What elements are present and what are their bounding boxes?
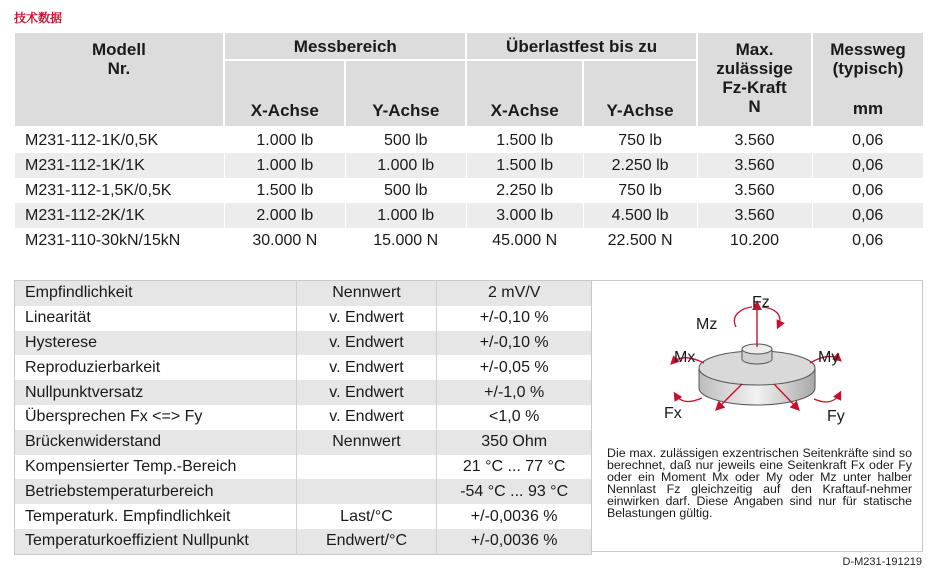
cell-ueber-x: 1.500 lb: [466, 153, 583, 178]
cell-model: M231-112-1K/0,5K: [15, 127, 225, 153]
cell-model: M231-112-1,5K/0,5K: [15, 178, 225, 203]
spec-table: [14, 33, 923, 253]
list-item: [15, 380, 592, 405]
cell-model: M231-110-30kN/15kN: [15, 228, 225, 253]
section-title: 技术数据: [14, 11, 63, 25]
list-item: [15, 331, 592, 356]
cell-fz: 3.560: [697, 203, 812, 228]
cell-mess-x: 1.000 lb: [224, 153, 345, 178]
property-name: Nullpunktversatz: [15, 380, 297, 405]
label-mx: Mx: [674, 349, 696, 366]
property-name: Hysterese: [15, 331, 297, 356]
cell-mess-x: 30.000 N: [224, 228, 345, 253]
cell-fz: 3.560: [697, 127, 812, 153]
cell-mess-y: 1.000 lb: [345, 153, 466, 178]
property-value: -54 °C ... 93 °C: [437, 479, 592, 504]
cell-mess-y: 500 lb: [345, 178, 466, 203]
cell-ueber-x: 45.000 N: [466, 228, 583, 253]
cell-fz: 3.560: [697, 178, 812, 203]
header-mess-x: X-Achse: [224, 60, 345, 127]
header-messweg: Messweg (typisch) mm: [812, 33, 923, 127]
property-reference: Last/°C: [296, 504, 437, 529]
load-cell-icon: [699, 344, 815, 405]
cell-messweg: 0,06: [812, 127, 923, 153]
property-value: +/-0,0036 %: [437, 529, 592, 554]
cell-fz: 10.200: [697, 228, 812, 253]
header-modell: Modell Nr.: [15, 33, 225, 127]
property-name: Temperaturk. Empfindlichkeit: [15, 504, 297, 529]
header-ueber-y: Y-Achse: [583, 60, 697, 127]
cell-ueber-x: 1.500 lb: [466, 127, 583, 153]
property-value: +/-0,05 %: [437, 355, 592, 380]
list-item: [15, 405, 592, 430]
property-value: 350 Ohm: [437, 430, 592, 455]
property-name: Übersprechen Fx <=> Fy: [15, 405, 297, 430]
property-value: <1,0 %: [437, 405, 592, 430]
cell-ueber-y: 750 lb: [583, 178, 697, 203]
document-reference: D-M231-191219: [842, 556, 922, 568]
property-name: Empfindlichkeit: [15, 281, 297, 306]
header-messbereich: Messbereich: [224, 33, 466, 60]
list-item: [15, 306, 592, 331]
cell-mess-y: 15.000 N: [345, 228, 466, 253]
list-item: [15, 355, 592, 380]
table-row: [15, 153, 924, 178]
header-ueberlast: Überlastfest bis zu: [466, 33, 697, 60]
cell-mess-x: 2.000 lb: [224, 203, 345, 228]
header-max-fz: Max. zulässige Fz-Kraft N: [697, 33, 812, 127]
property-value: 2 mV/V: [437, 281, 592, 306]
label-fz: Fz: [752, 294, 770, 311]
list-item: [15, 529, 592, 554]
property-name: Brückenwiderstand: [15, 430, 297, 455]
property-value: +/-0,0036 %: [437, 504, 592, 529]
table-row: [15, 203, 924, 228]
list-item: [15, 281, 592, 306]
label-my: My: [818, 349, 840, 366]
property-reference: v. Endwert: [296, 355, 437, 380]
force-diagram-panel: [592, 280, 923, 552]
header-ueber-x: X-Achse: [466, 60, 583, 127]
cell-ueber-y: 22.500 N: [583, 228, 697, 253]
cell-mess-y: 500 lb: [345, 127, 466, 153]
property-name: Linearität: [15, 306, 297, 331]
table-row: [15, 228, 924, 253]
cell-messweg: 0,06: [812, 228, 923, 253]
property-reference: v. Endwert: [296, 380, 437, 405]
property-reference: v. Endwert: [296, 331, 437, 356]
property-value: +/-0,10 %: [437, 306, 592, 331]
label-mz: Mz: [696, 316, 718, 333]
cell-mess-x: 1.000 lb: [224, 127, 345, 153]
property-value: +/-0,10 %: [437, 331, 592, 356]
load-cell-diagram: [592, 281, 923, 451]
cell-ueber-y: 2.250 lb: [583, 153, 697, 178]
table-row: [15, 178, 924, 203]
property-reference: v. Endwert: [296, 306, 437, 331]
property-reference: Nennwert: [296, 281, 437, 306]
cell-messweg: 0,06: [812, 153, 923, 178]
properties-table: [14, 280, 592, 555]
property-name: Temperaturkoeffizient Nullpunkt: [15, 529, 297, 554]
header-mess-y: Y-Achse: [345, 60, 466, 127]
table-row: [15, 127, 924, 153]
list-item: [15, 479, 592, 504]
list-item: [15, 455, 592, 480]
cell-ueber-y: 750 lb: [583, 127, 697, 153]
property-reference: Nennwert: [296, 430, 437, 455]
property-reference: [296, 455, 437, 480]
cell-mess-y: 1.000 lb: [345, 203, 466, 228]
property-value: +/-1,0 %: [437, 380, 592, 405]
cell-messweg: 0,06: [812, 178, 923, 203]
property-reference: v. Endwert: [296, 405, 437, 430]
label-fy: Fy: [827, 408, 845, 425]
cell-model: M231-112-2K/1K: [15, 203, 225, 228]
label-fx: Fx: [664, 405, 682, 422]
cell-ueber-y: 4.500 lb: [583, 203, 697, 228]
cell-ueber-x: 3.000 lb: [466, 203, 583, 228]
property-name: Reproduzierbarkeit: [15, 355, 297, 380]
property-value: 21 °C ... 77 °C: [437, 455, 592, 480]
property-name: Betriebstemperaturbereich: [15, 479, 297, 504]
property-reference: Endwert/°C: [296, 529, 437, 554]
cell-model: M231-112-1K/1K: [15, 153, 225, 178]
cell-mess-x: 1.500 lb: [224, 178, 345, 203]
cell-fz: 3.560: [697, 153, 812, 178]
list-item: [15, 430, 592, 455]
cell-ueber-x: 2.250 lb: [466, 178, 583, 203]
cell-messweg: 0,06: [812, 203, 923, 228]
property-name: Kompensierter Temp.-Bereich: [15, 455, 297, 480]
list-item: [15, 504, 592, 529]
property-reference: [296, 479, 437, 504]
load-note: Die max. zulässigen exzentrischen Seitenkräfte sind so berechnet, daß nur jeweils eine Seitenkraft Fx oder Fy oder ein Moment Mx oder My oder Mz unter halber Nennlast Fz gleichzeitig auf den Kraftauf-nehmer einwirken darf. Diese Angaben sind nur für statische Belastungen gültig.: [607, 446, 912, 520]
